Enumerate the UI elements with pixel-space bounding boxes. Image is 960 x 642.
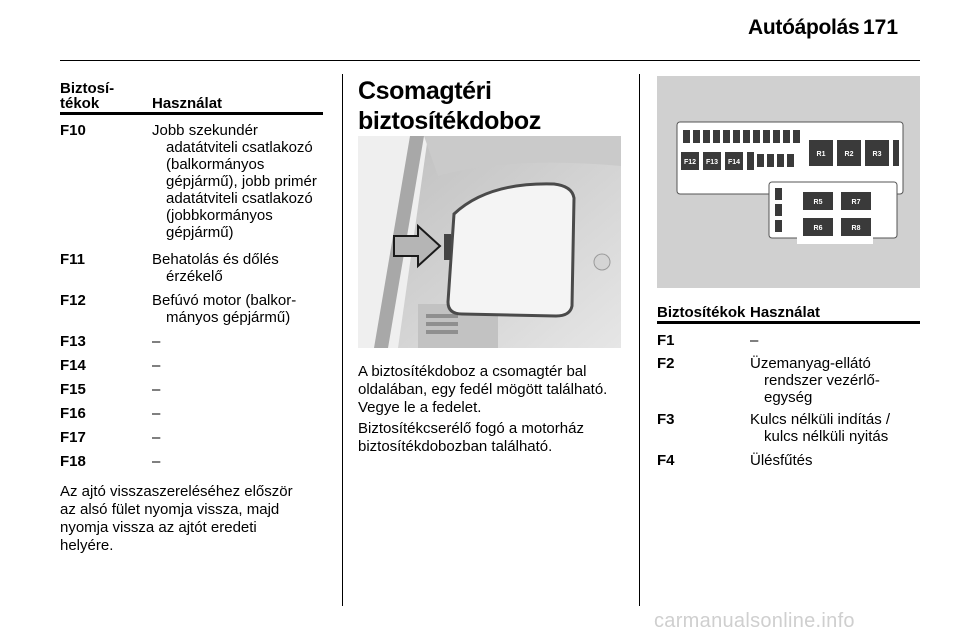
fuse-usage bbox=[152, 122, 317, 241]
paragraph-line: biztosítékdobozban található. bbox=[358, 438, 553, 455]
fuse-code: F15 bbox=[60, 381, 86, 398]
column-divider-right bbox=[639, 74, 640, 606]
fuse-usage bbox=[152, 292, 296, 326]
fuse-usage: – bbox=[152, 357, 161, 374]
left-table-col1-header bbox=[60, 81, 114, 111]
diagram-label: F12 bbox=[683, 159, 697, 166]
fuse-code: F16 bbox=[60, 405, 86, 422]
section-title-line2: biztosítékdoboz bbox=[358, 107, 541, 135]
usage-line: gépjármű) bbox=[166, 224, 234, 241]
fuse-code: F1 bbox=[657, 332, 675, 349]
section-title-line1: Csomagtéri bbox=[358, 77, 492, 105]
fuse-box-location-text bbox=[358, 363, 607, 417]
usage-line: adatátviteli csatlakozó bbox=[166, 190, 313, 207]
watermark: carmanualsonline.info bbox=[654, 610, 855, 632]
diagram-label: F14 bbox=[727, 159, 741, 166]
paragraph-line: oldalában, egy fedél mögött található. bbox=[358, 381, 608, 398]
fuse-usage: – bbox=[152, 405, 161, 422]
col1-header-line1: Biztosí- bbox=[60, 80, 115, 97]
fuse-usage: – bbox=[152, 333, 161, 350]
usage-line: Befúvó motor (balkor- bbox=[152, 292, 297, 309]
fuse-usage: – bbox=[152, 453, 161, 470]
fuse-code: F17 bbox=[60, 429, 86, 446]
fuse-code: F4 bbox=[657, 452, 675, 469]
fuse-usage: – bbox=[152, 429, 161, 446]
fuse-puller-location-text bbox=[358, 420, 584, 456]
col1-header-line2: tékok bbox=[60, 95, 100, 112]
fuse-code: F2 bbox=[657, 355, 675, 372]
diagram-label: F13 bbox=[705, 159, 719, 166]
paragraph-line: az alsó fület nyomja vissza, majd bbox=[60, 501, 280, 518]
fuse-code: F3 bbox=[657, 411, 675, 428]
fuse-code: F14 bbox=[60, 357, 86, 374]
diagram-label: R6 bbox=[813, 225, 823, 232]
usage-line: (balkormányos bbox=[166, 156, 265, 173]
fuse-code: F10 bbox=[60, 122, 86, 139]
fuse-code: F18 bbox=[60, 453, 86, 470]
fuse-code: F12 bbox=[60, 292, 86, 309]
usage-line: érzékelő bbox=[166, 268, 223, 285]
fuse-usage bbox=[750, 355, 880, 406]
usage-line: adatátviteli csatlakozó bbox=[166, 139, 313, 156]
paragraph-line: nyomja vissza az ajtót eredeti bbox=[60, 519, 257, 536]
right-table-header-rule bbox=[657, 321, 920, 324]
diagram-label: R1 bbox=[816, 151, 826, 158]
fuse-usage bbox=[750, 411, 890, 445]
usage-line: Üzemanyag-ellátó bbox=[750, 355, 871, 372]
column-divider-left bbox=[342, 74, 343, 606]
trunk-fuse-cover-photo bbox=[358, 136, 621, 348]
usage-line: gépjármű), jobb primér bbox=[166, 173, 317, 190]
usage-line: kulcs nélküli nyitás bbox=[764, 428, 889, 445]
paragraph-line: helyére. bbox=[60, 537, 114, 554]
paragraph-line: Az ajtó visszaszereléséhez először bbox=[60, 483, 293, 500]
paragraph-line: Biztosítékcserélő fogó a motorház bbox=[358, 420, 584, 437]
diagram-label: R2 bbox=[844, 151, 854, 158]
fuse-usage: – bbox=[152, 381, 161, 398]
paragraph-line: Vegye le a fedelet. bbox=[358, 399, 482, 416]
diagram-label: R5 bbox=[813, 199, 823, 206]
usage-line: egység bbox=[764, 389, 813, 406]
reinstall-instructions bbox=[60, 483, 293, 555]
fuse-usage: – bbox=[750, 332, 759, 349]
usage-line: mányos gépjármű) bbox=[166, 309, 291, 326]
usage-line: (jobbkormányos bbox=[166, 207, 273, 224]
header-divider bbox=[60, 60, 920, 61]
right-table-col2-header: Használat bbox=[750, 304, 821, 321]
diagram-label: R7 bbox=[851, 199, 861, 206]
page-header-title: Autóápolás bbox=[748, 16, 860, 39]
fuse-usage bbox=[152, 251, 279, 285]
fuse-code: F13 bbox=[60, 333, 86, 350]
section-title bbox=[358, 76, 541, 136]
usage-line: rendszer vezérlő- bbox=[764, 372, 880, 389]
usage-line: Kulcs nélküli indítás / bbox=[750, 411, 891, 428]
fuse-code: F11 bbox=[60, 251, 86, 268]
usage-line: Jobb szekundér bbox=[152, 122, 258, 139]
fuse-box-diagram bbox=[657, 76, 920, 288]
page-number: 171 bbox=[863, 16, 899, 39]
left-table-header-rule bbox=[60, 112, 323, 115]
right-table-col1-header: Biztosítékok bbox=[657, 304, 746, 321]
usage-line: Behatolás és dőlés bbox=[152, 251, 279, 268]
trunk-photo-illustration bbox=[358, 136, 621, 348]
diagram-label: R3 bbox=[872, 151, 882, 158]
fuse-usage: Ülésfűtés bbox=[750, 452, 813, 469]
left-table-col2-header: Használat bbox=[152, 95, 223, 112]
diagram-label: R8 bbox=[851, 225, 861, 232]
fuse-layout-illustration bbox=[657, 76, 920, 288]
paragraph-line: A biztosítékdoboz a csomagtér bal bbox=[358, 363, 587, 380]
